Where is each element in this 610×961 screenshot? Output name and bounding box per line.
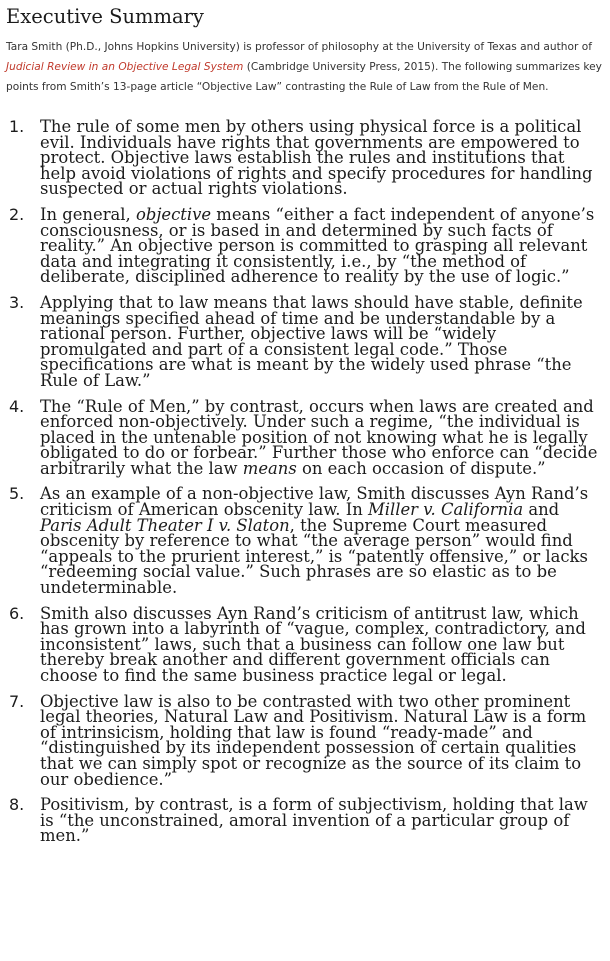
item-number: 6. [9, 603, 25, 623]
item-text-run: means “either a fact independent of anyone’s consciousness, or is based in and determined by such facts of reality.” An objective person is committed to grasping all relevant data and integrating it consistently, i.e., by “the method of deliberate, disciplined adherence to reality by the use of logic.” [40, 204, 595, 287]
item-text-run: on each occasion of dispute.” [296, 458, 546, 478]
item-text-run: In general, [40, 204, 136, 224]
item-text-emphasis: objective [135, 204, 212, 224]
summary-item-3 [6, 292, 604, 390]
item-text-run: , the Supreme Court measured obscenity by reference to what “the average person” would find “appeals to the prurient interest,” is “patently offensive,” or lacks “redeeming social value.” Such phrases are so elastic as to be undeterminable. [40, 515, 588, 598]
summary-item-7 [6, 691, 604, 789]
item-text-run: and [523, 500, 560, 520]
item-text [40, 204, 604, 287]
item-text [40, 603, 604, 685]
case-name: Paris Adult Theater I v. Slaton [40, 515, 290, 535]
item-text [40, 691, 604, 789]
item-text-run: Objective law is also to be contrasted with two other prominent legal theories, Natural Law and Positivism. Natural Law is a form of intrinsicism, holding that law is found “ready-made” and “distinguished by its independent possession of certain qualities that we can simply spot or recognize as the source of its claim to our obedience.” [40, 691, 587, 789]
intro-text-start: Tara Smith (Ph.D., Johns Hopkins University) is professor of philosophy at the University of Texas and author of [6, 41, 592, 53]
item-text-run: Applying that to law means that laws should have stable, definite meanings specified ahead of time and be understandable by a rational person. Further, objective laws will be “widely promulgated and part of a consistent legal code.” Those specifications are what is meant by the widely used phrase “the Rule of Law.” [40, 292, 583, 390]
item-text [40, 797, 604, 844]
item-text-emphasis: means [242, 458, 297, 478]
summary-item-8 [6, 797, 604, 844]
item-text [40, 396, 604, 478]
item-text-run: Smith also discusses Ayn Rand’s criticism of antitrust law, which has grown into a labyrinth of “vague, complex, contradictory, and inconsistent” laws, such that a business can follow one law but thereby break another and different government officials can choose to find the same business practice legal or legal. [40, 603, 586, 685]
page-title: Executive Summary [6, 5, 204, 28]
item-text-run: The “Rule of Men,” by contrast, occurs when laws are created and enforced non-objectively. Under such a regime, “the individual is placed in the untenable position of not knowing what he is legally obligated to do or forbear.” Further those who enforce can “decide arbitrarily what the law [40, 396, 598, 478]
item-number: 4. [9, 396, 25, 416]
summary-list [6, 119, 604, 844]
item-number: 3. [9, 292, 25, 312]
summary-item-1 [6, 119, 604, 197]
item-number: 2. [9, 204, 25, 224]
item-text-run: As an example of a non-objective law, Smith discusses Ayn Rand’s criticism of American obscenity law. In [40, 484, 589, 520]
item-number: 5. [9, 484, 25, 504]
item-number: 1. [9, 117, 25, 136]
summary-item-6 [6, 603, 604, 685]
intro-text-end: (Cambridge University Press, 2015). The following summarizes key points from Smith’s 13-page article “Objective Law” contrasting the Rule of Law from the Rule of Men. [6, 61, 602, 93]
item-text [40, 292, 604, 390]
item-number: 7. [9, 691, 25, 711]
summary-item-4 [6, 396, 604, 478]
case-name: Miller v. California [367, 500, 524, 520]
intro-paragraph [6, 37, 604, 97]
summary-item-5 [6, 484, 604, 598]
summary-item-2 [6, 204, 604, 287]
item-text [40, 119, 604, 197]
book-title-link[interactable]: Judicial Review in an Objective Legal System [6, 61, 244, 73]
item-text-run: The rule of some men by others using physical force is a political evil. Individuals have rights that governments are empowered to protect. Objective laws establish the rules and institutions that help avoid violations of rights and specify procedures for handling suspected or actual rights violations. [40, 117, 593, 199]
item-text-run: Positivism, by contrast, is a form of subjectivism, holding that law is “the unconstrained, amoral invention of a particular group of men.” [40, 795, 588, 846]
item-number: 8. [9, 795, 25, 815]
item-text [40, 484, 604, 598]
